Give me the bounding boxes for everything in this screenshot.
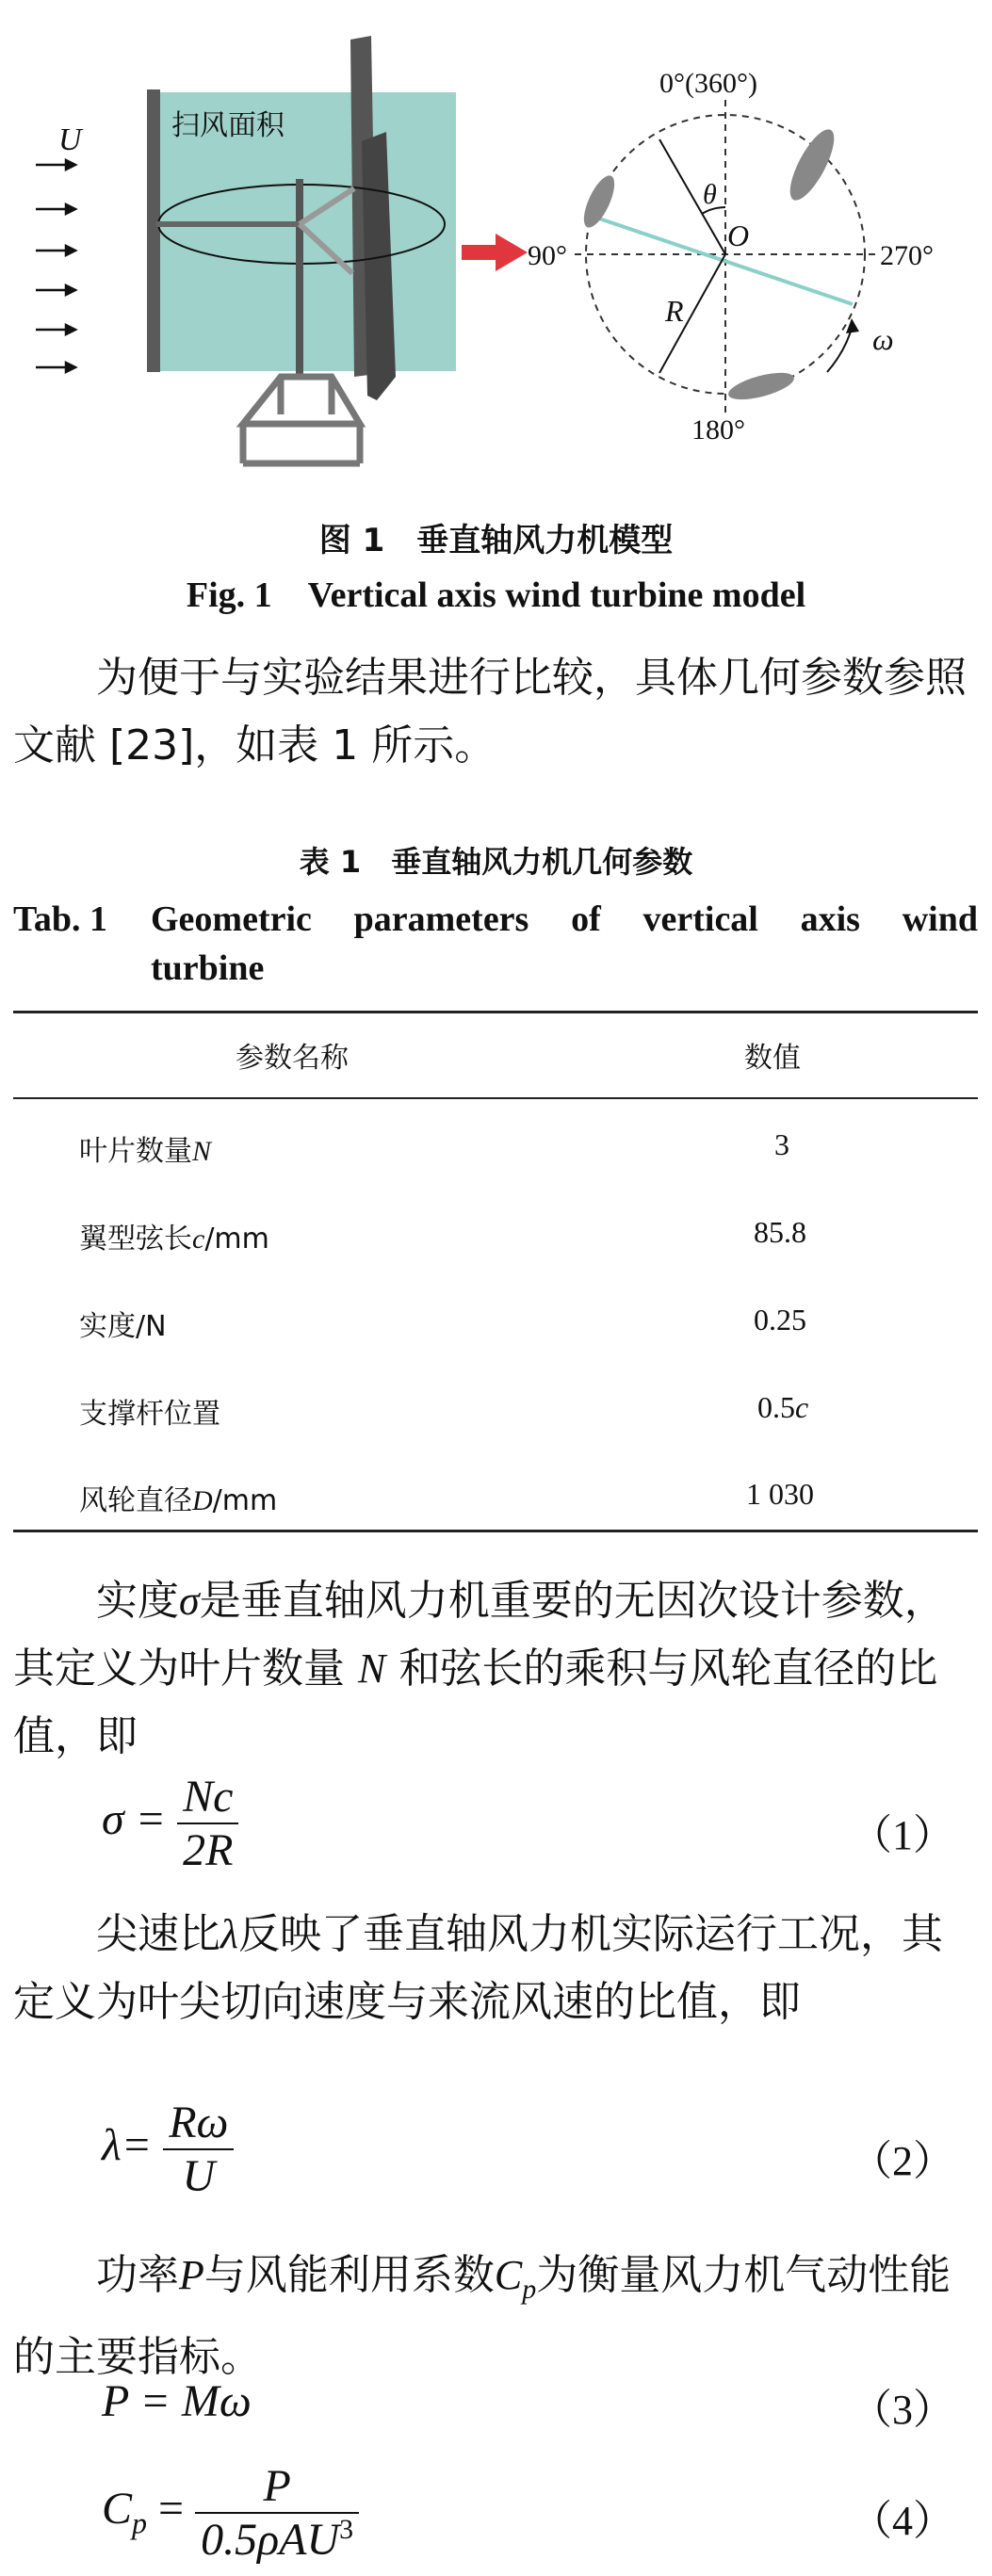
blade-top [782,123,842,205]
table-cell-value: 3 [774,1127,789,1161]
equation-2: λ= $\frac{R\omega}{U}$ [102,2097,234,2202]
table-bottom-rule [13,1530,978,1532]
equation-1: σ = $\frac{Nc}{2R}$ [102,1771,238,1876]
angle-top-label: 0°(360°) [659,68,757,99]
paragraph-tip-speed [13,1901,978,2036]
wind-speed-label: U [58,122,82,157]
table-row [0,1215,992,1262]
omega-label: ω [872,322,894,356]
paragraph-solidity [13,1567,978,1771]
theta-label: θ [703,179,717,210]
left-blade [147,89,160,372]
blade-bottom [725,367,796,405]
paragraph-text: 功率P与风能利用系数$C_p$为衡量风力机气动性能的主要指标。 [13,2251,951,2381]
paragraph-text: 尖速比λ反映了垂直轴风力机实际运行工况，其定义为叶尖切向速度与来流风速的比值，即 [13,1910,944,2026]
table-cell-name: 叶片数量N [79,1135,212,1168]
table-cell-name: 风轮直径D/mm [79,1484,278,1517]
equation-fraction: $\frac{R\omega}{U}$ [163,2097,234,2202]
table-caption-en [13,895,978,993]
equation-number: （1） [851,1812,954,1858]
table-header-name: 参数名称 [236,1042,349,1075]
table-cell-name: 翼型弦长c/mm [79,1223,269,1256]
table-header-value: 数值 [744,1042,801,1075]
figure-1 [0,0,992,490]
red-arrow [462,234,528,271]
tower-base [243,377,360,463]
equation-3: P = Mω [102,2376,252,2426]
table-cell-name: 支撑杆位置 [79,1398,220,1431]
table-cell-name: 实度/N [79,1310,167,1343]
table-row [0,1390,992,1437]
table-top-rule [13,1011,978,1013]
angle-left-label: 90° [528,240,567,271]
angle-right-label: 270° [880,240,934,271]
figure-caption-cn: 图 1 垂直轴风力机模型 [318,522,674,559]
equation-number: （4） [851,2498,954,2544]
table-caption-line2: turbine [151,948,265,988]
table-cell-value: 0.5c [757,1390,809,1424]
table-cell-value: 0.25 [754,1303,806,1337]
table-row [0,1127,992,1175]
paragraph-text: 实度σ是垂直轴风力机重要的无因次设计参数，其定义为叶片数量 N 和弦长的乘积与风轮直径的比值，即 [13,1577,946,1760]
figure-caption-en: Fig. 1 Vertical axis wind turbine model [186,575,806,615]
paragraph-intro [13,644,978,780]
radius-label: R [665,294,684,328]
equation-number: （2） [851,2138,954,2184]
equation-fraction: $\frac{P}{0.5\rho AU^3}$ [195,2460,359,2566]
angle-bottom-label: 180° [691,414,745,446]
table-row [0,1477,992,1524]
table-caption-label: Tab. 1 [13,899,107,939]
equation-fraction: $\frac{Nc}{2R}$ [177,1771,238,1876]
turbine-diagram [0,0,992,490]
table-caption-line1: Geometric parameters of vertical axis wind [151,899,978,939]
paragraph-power [13,2242,978,2391]
wind-arrows [36,160,75,372]
origin-label: O [727,219,750,252]
table-header-rule [13,1097,978,1099]
table-row [0,1303,992,1350]
table-cell-value: 85.8 [754,1215,806,1249]
swept-area-label: 扫风面积 [171,109,285,142]
equation-4: $C_p$ = $\frac{P}{0.5\rho AU^3}$ [102,2460,359,2566]
table-cell-value: 1 030 [746,1477,814,1511]
paragraph-text: 为便于与实验结果进行比较，具体几何参数参照文献 [23]，如表 1 所示。 [13,654,967,770]
table-caption-cn: 表 1 垂直轴风力机几何参数 [299,844,693,880]
equation-number: （3） [851,2387,954,2433]
